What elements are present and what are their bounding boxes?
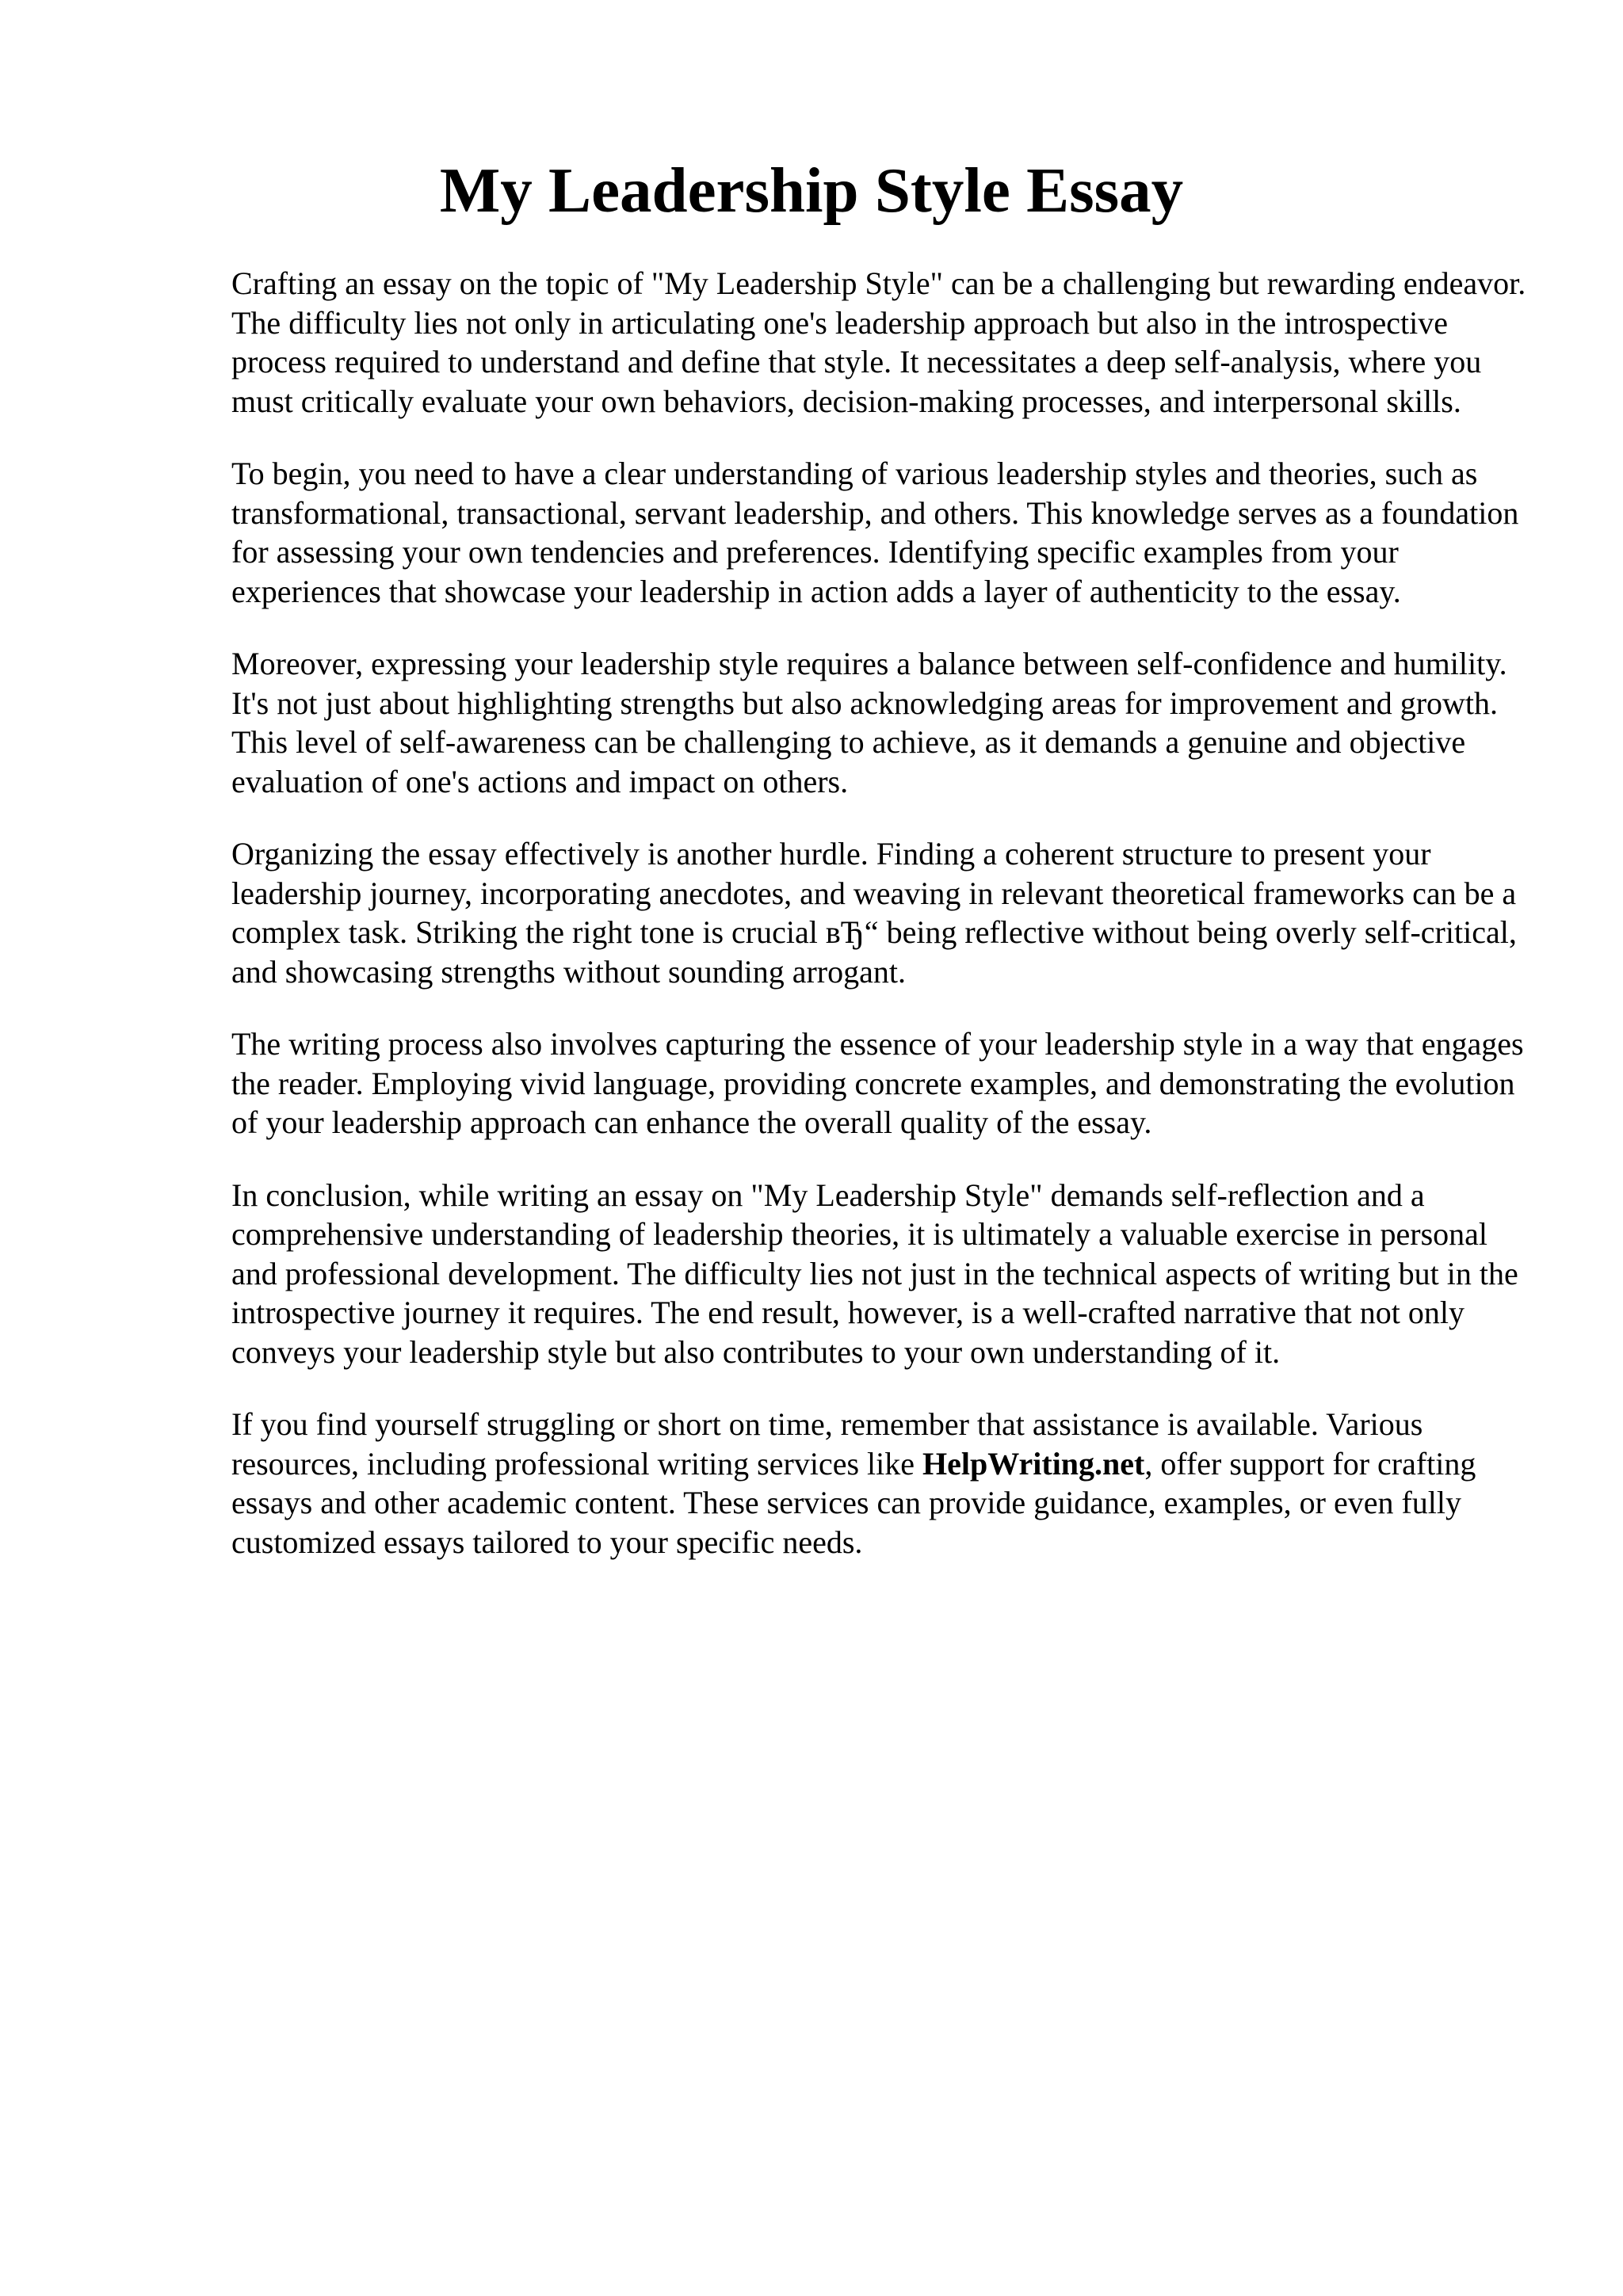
helpwriting-link[interactable]: HelpWriting.net: [922, 1445, 1145, 1482]
paragraph-1: Crafting an essay on the topic of "My Leadership Style" can be a challenging but rewarding endeavor. The difficulty lies not only in articulating one's leadership approach but also in the introspective process required to understand and define that style. It necessitates a deep self-analysis, where you must critically evaluate your own behaviors, decision-making processes, and interpersonal skills.: [231, 265, 1526, 419]
paragraph-4: Organizing the essay effectively is another hurdle. Finding a coherent structure to present your leadership journey, incorporating anecdotes, and weaving in relevant theoretical frameworks can be a complex task. Striking the right tone is crucial вЂ“ being reflective without being overly self-critical, and showcasing strengths without sounding arrogant.: [231, 836, 1517, 990]
closing-text-after: , offer support for crafting essays and other academic content. These services can provide guidance, examples, or even fully customized essays tailored to your specific needs.: [231, 1445, 1476, 1560]
paragraph-6: In conclusion, while writing an essay on "My Leadership Style" demands self-reflection and a comprehensive understanding of leadership theories, it is ultimately a valuable exercise in personal and professional development. The difficulty lies not just in the technical aspects of writing but in the introspective journey it requires. The end result, however, is a well-crafted narrative that not only conveys your leadership style but also contributes to your own understanding of it.: [231, 1177, 1518, 1370]
closing-text-before: If you find yourself struggling or short on time, remember that assistance is available. Various resources, including professional writing services like: [231, 1406, 1423, 1482]
paragraph-3: Moreover, expressing your leadership style requires a balance between self-confidence and humility. It's not just about highlighting strengths but also acknowledging areas for improvement and growth. This level of self-awareness can be challenging to achieve, as it demands a genuine and objective evaluation of one's actions and impact on others.: [231, 646, 1507, 799]
paragraph-7: [231, 1405, 1531, 1562]
paragraph-2: To begin, you need to have a clear understanding of various leadership styles and theories, such as transformational, transactional, servant leadership, and others. This knowledge serves as a foundation for assessing your own tendencies and preferences. Identifying specific examples from your experiences that showcase your leadership in action adds a layer of authenticity to the essay.: [231, 456, 1519, 609]
page-title: My Leadership Style Essay: [439, 154, 1184, 226]
essay-body: [231, 264, 1531, 1595]
paragraph-5: The writing process also involves capturing the essence of your leadership style in a way that engages the reader. Employing vivid language, providing concrete examples, and demonstrating the evolution of your leadership approach can enhance the overall quality of the essay.: [231, 1026, 1524, 1140]
